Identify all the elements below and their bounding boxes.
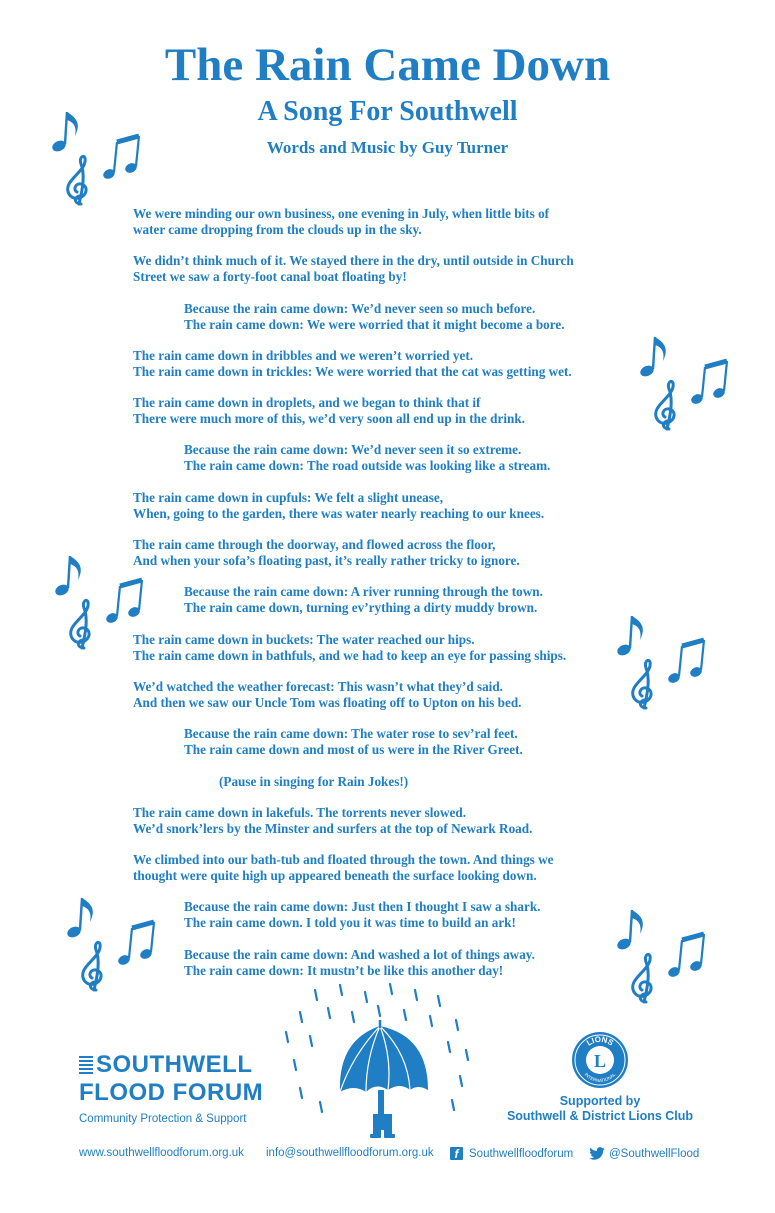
lyric-line: The rain came down. I told you it was time to build an ark!	[184, 915, 516, 931]
verse-stanza	[133, 348, 653, 380]
lions-emblem-icon	[570, 1030, 630, 1090]
lyric-line: Because the rain came down: Just then I thought I saw a shark.	[184, 899, 541, 915]
chorus-stanza	[133, 726, 653, 758]
southwell-flood-forum-logo	[79, 1053, 263, 1125]
lions-emblem-bottom-text: INTERNATIONAL	[583, 1071, 617, 1084]
lyric-line: We didn’t think much of it. We stayed there in the dry, until outside in Church	[133, 253, 574, 269]
lyric-line: We were minding our own business, one evening in July, when little bits of	[133, 206, 550, 221]
music-notes-icon	[610, 906, 710, 1010]
lyric-line: And when your sofa’s floating past, it’s really rather tricky to ignore.	[133, 553, 520, 569]
footer-twitter-text: @SouthwellFlood	[609, 1147, 700, 1160]
verse-stanza	[133, 490, 653, 522]
lyric-line: The rain came down in dribbles and we weren’t worried yet.	[133, 347, 474, 363]
lyric-line: When, going to the garden, there was water nearly reaching to our knees.	[133, 505, 545, 521]
flood-bars-icon	[79, 1056, 93, 1075]
music-notes-icon	[60, 894, 160, 998]
verse-stanza	[133, 253, 653, 285]
footer-facebook-text: Southwellfloodforum	[469, 1147, 574, 1160]
verse-stanza	[133, 395, 653, 427]
lyric-line: The rain came down: The road outside was looking like a stream.	[184, 458, 551, 474]
chorus-stanza	[133, 301, 653, 333]
footer-email-link[interactable]: info@southwellfloodforum.org.uk	[266, 1147, 434, 1159]
song-byline: Words and Music by Guy Turner	[266, 138, 509, 157]
lyric-line: The rain came down: We were worried that it might become a bore.	[184, 316, 565, 332]
verse-stanza	[133, 537, 653, 569]
lyric-line: water came dropping from the clouds up in the sky.	[133, 222, 422, 237]
verse-stanza	[133, 679, 653, 711]
facebook-icon: f	[450, 1147, 463, 1160]
footer-twitter-link[interactable]	[589, 1147, 699, 1160]
chorus-stanza	[133, 584, 653, 616]
twitter-icon	[589, 1147, 605, 1160]
lyric-line: We climbed into our bath-tub and floated through the town. And things we	[133, 852, 554, 868]
footer-contacts	[79, 1147, 699, 1163]
lions-emblem-letter: L	[593, 1051, 607, 1071]
lyric-line: The rain came down in trickles: We were worried that the cat was getting wet.	[133, 363, 572, 379]
song-subtitle: A Song For Southwell	[257, 96, 518, 127]
chorus-stanza	[133, 442, 653, 474]
lions-supported-by: Supported by	[559, 1094, 641, 1108]
lyric-line: thought were quite high up appeared beneath the surface looking down.	[133, 868, 537, 884]
lyric-line: Because the rain came down: We’d never seen so much before.	[184, 300, 536, 316]
lyric-line: The rain came down in cupfuls: We felt a slight unease,	[133, 489, 444, 505]
lyric-line: (Pause in singing for Rain Jokes!)	[219, 773, 409, 789]
lyric-line: Because the rain came down: A river running through the town.	[184, 584, 543, 600]
lyric-line: The rain came through the doorway, and flowed across the floor,	[133, 537, 496, 553]
verse-stanza	[133, 206, 653, 238]
lyric-line: There were much more of this, we’d very soon all end up in the drink.	[133, 411, 525, 427]
lyric-line: We’d snork’lers by the Minster and surfers at the top of Newark Road.	[133, 820, 533, 836]
pause-note	[133, 774, 653, 790]
verse-stanza	[133, 852, 653, 884]
music-notes-icon	[610, 612, 710, 716]
lyric-line: Street we saw a forty-foot canal boat floating by!	[133, 269, 407, 285]
verse-stanza	[133, 805, 653, 837]
lyrics-block	[133, 206, 653, 994]
lyric-line: The rain came down: It mustn’t be like this another day!	[184, 962, 504, 978]
lyric-line: The rain came down in buckets: The water reached our hips.	[133, 631, 475, 647]
sff-name-line1: SOUTHWELL	[96, 1051, 253, 1078]
music-notes-icon	[633, 333, 733, 437]
footer-facebook-link[interactable]	[450, 1147, 573, 1160]
lions-club-block	[500, 1030, 700, 1124]
lyric-line: The rain came down in lakefuls. The torrents never slowed.	[133, 804, 466, 820]
sff-name-line2: FLOOD FORUM	[79, 1079, 264, 1106]
sff-tagline: Community Protection & Support	[79, 1113, 247, 1125]
music-notes-icon	[45, 108, 145, 212]
umbrella-figure-icon	[280, 980, 480, 1150]
lions-emblem-top-text: LIONS	[584, 1034, 616, 1048]
lyric-line: And then we saw our Uncle Tom was floating off to Upton on his bed.	[133, 694, 522, 710]
lyric-line: Because the rain came down: We’d never seen it so extreme.	[184, 442, 522, 458]
footer-website-link[interactable]: www.southwellfloodforum.org.uk	[79, 1147, 244, 1159]
lyric-line: The rain came down in bathfuls, and we had to keep an eye for passing ships.	[133, 647, 567, 663]
song-title: The Rain Came Down	[164, 39, 611, 91]
chorus-stanza	[133, 947, 653, 979]
lions-club-name: Southwell & District Lions Club	[506, 1109, 694, 1123]
chorus-stanza	[133, 899, 653, 931]
verse-stanza	[133, 632, 653, 664]
lyric-line: The rain came down and most of us were in the River Greet.	[184, 742, 523, 758]
lyric-line: The rain came down, turning ev’rything a dirty muddy brown.	[184, 600, 538, 616]
lyric-line: We’d watched the weather forecast: This wasn’t what they’d said.	[133, 678, 503, 694]
lyric-line: Because the rain came down: The water rose to sev’ral feet.	[184, 726, 518, 742]
lyric-line: Because the rain came down: And washed a lot of things away.	[184, 946, 535, 962]
music-notes-icon	[48, 552, 148, 656]
lyric-line: The rain came down in droplets, and we began to think that if	[133, 395, 481, 411]
